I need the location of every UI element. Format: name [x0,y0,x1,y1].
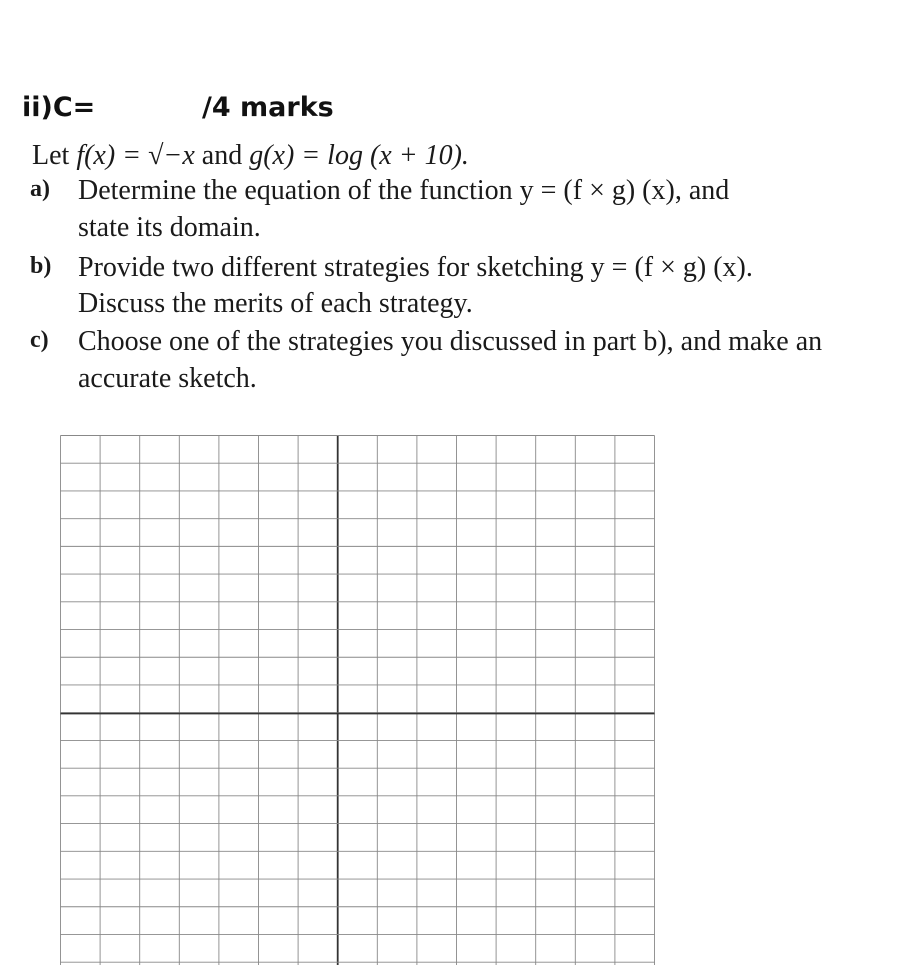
intro-f-definition: f(x) = √−x [76,140,195,171]
part-b-line-1: Provide two different strategies for sketching y = (f × g) (x). [78,252,753,283]
part-c-line-2: accurate sketch. [78,363,257,394]
intro-g-definition: g(x) = log (x + 10). [249,140,469,171]
graph-grid [60,435,660,970]
part-b-line-2: Discuss the merits of each strategy. [78,288,473,319]
intro-prefix: Let [32,140,77,171]
marks-label: /4 marks [202,92,334,123]
graph-grid-svg [60,435,660,965]
part-c-line-1: Choose one of the strategies you discussed in part b), and make an [78,326,823,357]
part-a-label: a) [30,176,50,202]
part-c-label: c) [30,327,49,353]
problem-intro [32,137,469,174]
part-a-line-1: Determine the equation of the function y = (f × g) (x), and [78,175,730,206]
question-header [22,92,334,123]
intro-mid: and [194,140,250,171]
part-b-label: b) [30,253,52,279]
part-a-line-2: state its domain. [78,212,261,243]
question-label: ii)C= [22,92,96,123]
